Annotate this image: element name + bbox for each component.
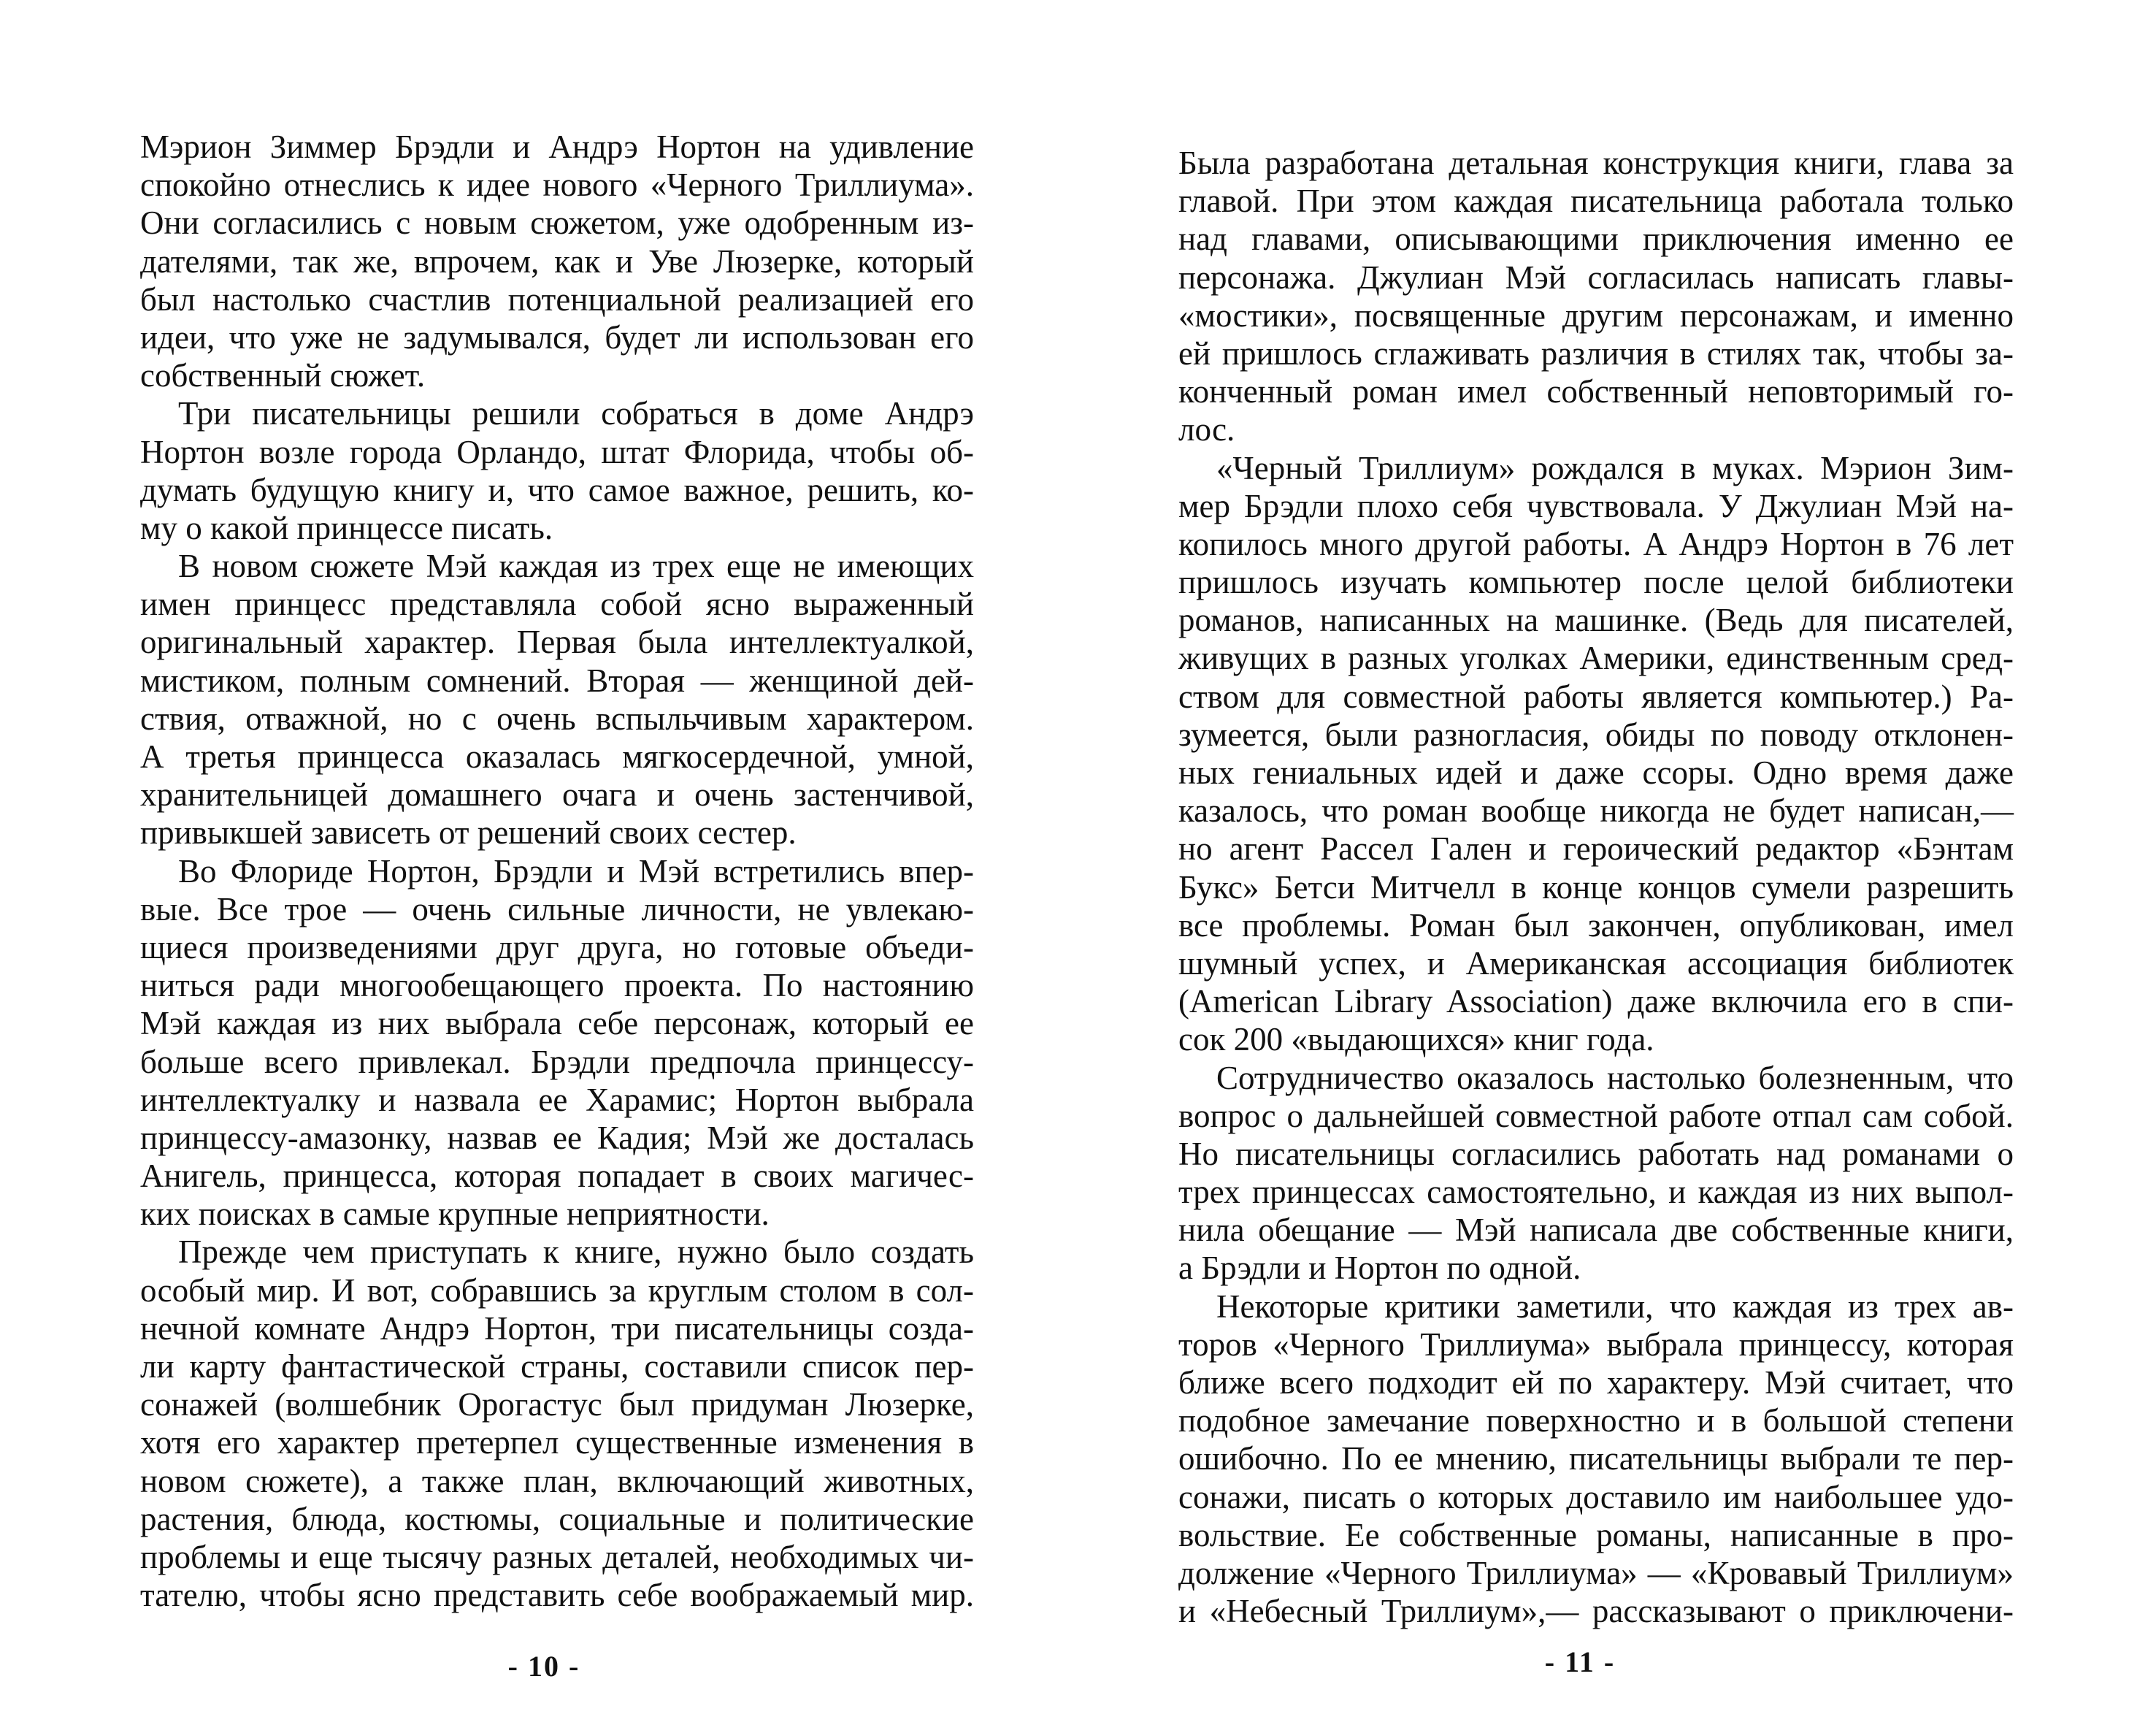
text-line: и «Небесный Триллиум»,— рассказывают о приключени- — [1178, 1593, 2014, 1630]
text-line: Анигель, принцесса, которая попадает в своих магичес- — [140, 1158, 974, 1195]
text-line: сонажей (волшебник Орогастус был придуман Люзерке, — [140, 1386, 974, 1423]
text-line: зумеется, были разногласия, обиды по поводу отклонен- — [1178, 716, 2014, 753]
text-line: Нортон возле города Орландо, штат Флорида, чтобы об- — [140, 433, 974, 470]
text-line: ли карту фантастической страны, составили список пер- — [140, 1348, 974, 1385]
text-line: больше всего привлекал. Брэдли предпочла принцессу- — [140, 1043, 974, 1080]
text-line: В новом сюжете Мэй каждая из трех еще не имеющих — [178, 548, 974, 585]
text-line: хотя его характер претерпел существенные изменения в — [140, 1424, 974, 1461]
text-line: Они согласились с новым сюжетом, уже одобренным из- — [140, 204, 974, 242]
text-line: ниться ради многообещающего проекта. По настоянию — [140, 967, 974, 1004]
right-page — [1078, 0, 2156, 1725]
text-line: мистиком, полным сомнений. Вторая — женщиной дей- — [140, 662, 974, 699]
text-line: подобное замечание поверхностно и в большой степени — [1178, 1402, 2014, 1439]
text-line: принцессу-амазонку, назвав ее Кадия; Мэй же досталась — [140, 1119, 974, 1156]
text-line: «мостики», посвященные другим персонажам, и именно — [1178, 297, 2014, 334]
text-line: все проблемы. Роман был закончен, опубликован, имел — [1178, 906, 2014, 944]
text-line: ей пришлось сглаживать различия в стилях так, чтобы за- — [1178, 334, 2014, 372]
text-line: ких поисках в самые крупные неприятности. — [140, 1196, 770, 1233]
text-line: Прежде чем приступать к книге, нужно было создать — [178, 1233, 974, 1271]
text-line: Букс» Бетси Митчелл в конце концов сумели разрешить — [1178, 868, 2014, 906]
text-line: тателю, чтобы ясно представить себе воображаемый мир. — [140, 1577, 974, 1614]
text-line: Но писательницы согласились работать над романами о — [1178, 1135, 2014, 1172]
text-line: главой. При этом каждая писательница работала только — [1178, 183, 2014, 220]
text-line: нила обещание — Мэй написала две собственные книги, — [1178, 1212, 2014, 1249]
text-line: ошибочно. По ее мнению, писательницы выбрали те пер- — [1178, 1440, 2014, 1477]
text-line: трех принцессах самостоятельно, и каждая из них выпол- — [1178, 1174, 2014, 1211]
text-line: идеи, что уже не задумывался, будет ли использован его — [140, 318, 974, 356]
text-line: Во Флориде Нортон, Брэдли и Мэй встретились впер- — [178, 852, 974, 890]
text-line: вопрос о дальнейшей совместной работе отпал сам собой. — [1178, 1097, 2014, 1134]
left-page-text — [140, 128, 974, 1614]
text-line: растения, блюда, костюмы, социальные и политические — [140, 1500, 974, 1537]
text-line: нечной комнате Андрэ Нортон, три писательницы созда- — [140, 1309, 974, 1347]
text-line: интеллектуалку и назвала ее Харамис; Нортон выбрала — [140, 1081, 974, 1118]
text-line: конченный роман имел собственный неповторимый го- — [1178, 373, 2014, 410]
text-line: живущих в разных уголках Америки, единственным сред- — [1178, 640, 2014, 677]
text-line: Мэрион Зиммер Брэдли и Андрэ Нортон на удивление — [140, 129, 974, 165]
text-line: «Черный Триллиум» рождался в муках. Мэрион Зим- — [1216, 449, 2014, 486]
text-line: копилось много другой работы. А Андрэ Нортон в 76 лет — [1178, 525, 2014, 562]
text-line: имен принцесс представляла собой ясно выраженный — [140, 586, 974, 623]
right-page-number: - 11 - — [1544, 1645, 1616, 1678]
text-line: должение «Черного Триллиума» — «Кровавый Триллиум» — [1178, 1554, 2014, 1591]
text-line: хранительницей домашнего очага и очень застенчивой, — [140, 776, 974, 814]
text-line: проблемы и еще тысячу разных деталей, необходимых чи- — [140, 1538, 974, 1575]
text-line: мер Брэдли плохо себя чувствовала. У Джулиан Мэй на- — [1178, 487, 2014, 524]
text-line: романов, написанных на машинке. (Ведь для писателей, — [1178, 602, 2014, 639]
text-line: оригинальный характер. Первая была интеллектуалкой, — [140, 624, 974, 661]
text-line: щиеся произведениями друг друга, но готовые объеди- — [140, 928, 974, 965]
text-line: вольствие. Ее собственные романы, написанные в про- — [1178, 1516, 2014, 1553]
text-line: торов «Черного Триллиума» выбрала принцессу, которая — [1178, 1326, 2014, 1363]
text-line: новом сюжете), а также план, включающий животных, — [140, 1462, 974, 1499]
text-line: пришлось изучать компьютер после целой библиотеки — [1178, 564, 2014, 601]
text-line: казалось, что роман вообще никогда не будет написан,— — [1178, 792, 2014, 830]
text-line: собственный сюжет. — [140, 357, 426, 394]
text-line: а Брэдли и Нортон по одной. — [1178, 1250, 1581, 1287]
text-line: персонажа. Джулиан Мэй согласилась написать главы- — [1178, 259, 2014, 296]
text-line: шумный успех, и Американская ассоциация библиотек — [1178, 944, 2014, 982]
text-line: но агент Рассел Гален и героический редактор «Бэнтам — [1178, 830, 2014, 868]
text-line: спокойно отнеслись к идее нового «Черного Триллиума». — [140, 167, 974, 204]
text-line: думать будущую книгу и, что самое важное, решить, ко- — [140, 471, 974, 508]
text-line: Некоторые критики заметили, что каждая из трех ав- — [1216, 1288, 2014, 1325]
text-line: привыкшей зависеть от решений своих сестер. — [140, 814, 797, 852]
text-line: Три писательницы решили собраться в доме Андрэ — [178, 395, 974, 432]
text-line: вые. Все трое — очень сильные личности, не увлекаю- — [140, 890, 974, 927]
text-line: А третья принцесса оказалась мягкосердечной, умной, — [140, 738, 974, 775]
text-line: особый мир. И вот, собравшись за круглым столом в сол- — [140, 1271, 974, 1309]
text-line: ствия, отважной, но с очень вспыльчивым характером. — [140, 700, 974, 737]
text-line: Сотрудничество оказалось настолько болезненным, что — [1216, 1059, 2014, 1096]
text-line: над главами, описывающими приключения именно ее — [1178, 221, 2014, 258]
text-line: Мэй каждая из них выбрала себе персонаж, который ее — [140, 1005, 974, 1042]
text-line: дателями, так же, впрочем, как и Уве Люзерке, который — [140, 242, 974, 280]
text-line: ных гениальных идей и даже ссоры. Одно время даже — [1178, 754, 2014, 791]
text-line: ближе всего подходит ей по характеру. Мэй считает, что — [1178, 1364, 2014, 1401]
text-line: был настолько счастлив потенциальной реализацией его — [140, 280, 974, 318]
text-line: лос. — [1178, 411, 1235, 448]
text-line: сок 200 «выдающихся» книг года. — [1178, 1021, 1654, 1058]
text-line: му о какой принцессе писать. — [140, 509, 553, 546]
right-page-text — [1178, 144, 2014, 1630]
text-line: (American Library Association) даже включила его в спи- — [1178, 983, 2014, 1020]
text-line: Была разработана детальная конструкция книги, глава за — [1178, 145, 2014, 181]
text-line: сонажи, писать о которых доставило им наибольшее удо- — [1178, 1478, 2014, 1515]
text-line: ством для совместной работы является компьютер.) Ра- — [1178, 678, 2014, 715]
left-page-number: - 10 - — [507, 1650, 580, 1683]
